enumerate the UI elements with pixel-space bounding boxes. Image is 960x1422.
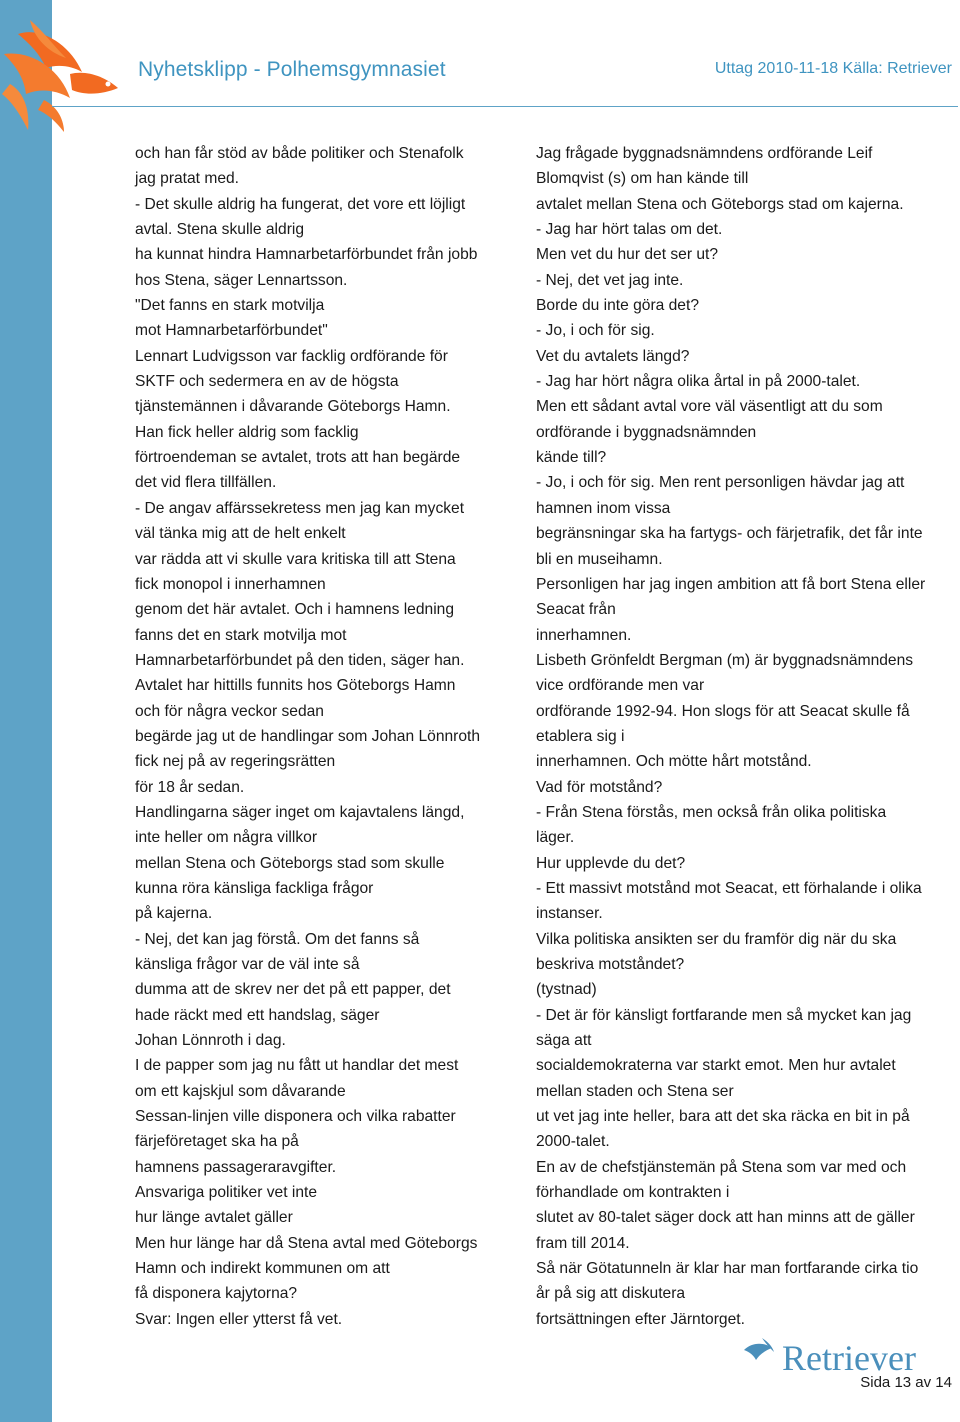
left-column-text-line: det vid flera tillfällen. (135, 474, 277, 492)
right-column-text-line: - Jag har hört talas om det. (536, 221, 723, 239)
left-column-text-line: begärde jag ut de handlingar som Johan Lönnroth (135, 727, 481, 745)
right-column-text-line: läger. (536, 829, 575, 847)
left-column-text-line: Handlingarna säger inget om kajavtalens längd, (135, 803, 465, 821)
right-column-text-line: förhandlade om kontrakten i (536, 1184, 730, 1202)
right-column-text-line: ut vet jag inte heller, bara att det ska räcka en bit in på (536, 1108, 910, 1126)
left-column-text-line: kunna röra känsliga fackliga frågor (135, 879, 374, 897)
left-column-text-line: på kajerna. (135, 905, 213, 923)
left-column-text-line: genom det här avtalet. Och i hamnens ledning (135, 601, 455, 619)
right-column-text-line: kände till? (536, 449, 607, 467)
left-column-text-line: Ansvariga politiker vet inte (135, 1184, 318, 1202)
retriever-logo-wordmark: Retriever (782, 1338, 916, 1378)
right-column-text-line: Men vet du hur det ser ut? (536, 246, 719, 264)
article-left-column (135, 141, 520, 1332)
right-column-text-line: Vad för motstånd? (536, 778, 663, 796)
left-column-text-line: - Det skulle aldrig ha fungerat, det vore ett löjligt (135, 195, 466, 213)
header-divider (52, 106, 958, 107)
right-column-text-line: - Jag har hört några olika årtal in på 2000-talet. (536, 373, 861, 391)
right-column-text-line: socialdemokraterna var starkt emot. Men hur avtalet (536, 1057, 896, 1075)
left-column-text-line: för 18 år sedan. (135, 778, 245, 796)
left-column-text-line: känsliga frågor var de väl inte så (135, 956, 360, 973)
left-column-text-line: Lennart Ludvigsson var facklig ordförande för (135, 347, 448, 365)
page-number: Sida 13 av 14 (860, 1374, 952, 1391)
left-column-text-line: I de papper som jag nu fått ut handlar det mest (135, 1057, 459, 1075)
left-column-text-line: dumma att de skrev ner det på ett papper, det (135, 981, 451, 999)
right-column-text-line: begränsningar ska ha fartygs- och färjetrafik, det får inte (536, 525, 923, 543)
right-column-text-line: Lisbeth Grönfeldt Bergman (m) är byggnadsnämndens (536, 651, 914, 669)
right-column-text-line: avtalet mellan Stena och Göteborgs stad om kajerna. (536, 195, 904, 213)
right-column-text-line: Vilka politiska ansikten ser du framför dig när du ska (536, 930, 897, 948)
left-column-text-line: - Nej, det kan jag förstå. Om det fanns så (135, 930, 420, 948)
left-column-text-line: Avtalet har hittills funnits hos Göteborgs Hamn (135, 677, 456, 695)
extraction-date-source: Uttag 2010-11-18 Källa: Retriever (714, 60, 952, 77)
left-column-text-line: avtal. Stena skulle aldrig (135, 221, 305, 239)
right-column-text-line: ordförande 1992-94. Hon slogs för att Seacat skulle få (536, 702, 910, 720)
left-column-text-line: om ett kajskjul som dåvarande (135, 1082, 346, 1100)
left-column-text-line: ha kunnat hindra Hamnarbetarförbundet från jobb (135, 246, 478, 264)
left-column-text-line: hos Stena, säger Lennartsson. (135, 271, 348, 289)
left-accent-band (0, 0, 52, 1422)
left-column-text-line: förtroendeman se avtalet, trots att han begärde (135, 449, 461, 467)
left-column-text-line: jag pratat med. (135, 170, 240, 188)
right-column-text-line: mellan staden och Stena ser (536, 1082, 734, 1100)
right-column-text-line: år på sig att diskutera (536, 1285, 686, 1303)
left-column-text-line: "Det fanns en stark motvilja (135, 297, 325, 315)
left-column-text-line: mellan Stena och Göteborgs stad som skulle (135, 854, 445, 872)
right-column-text-line: innerhamnen. (536, 626, 632, 644)
left-column-text-line: Hamn och indirekt kommunen om att (135, 1260, 390, 1278)
left-column-text-line: mot Hamnarbetarförbundet" (135, 322, 328, 340)
left-column-text-line: färjeföretaget ska ha på (135, 1133, 299, 1151)
right-column-text-line: etablera sig i (536, 727, 625, 745)
right-column-text-line: fram till 2014. (536, 1234, 630, 1252)
left-column-text-line: Sessan-linjen ville disponera och vilka rabatter (135, 1108, 456, 1126)
left-column-text-line: Han fick heller aldrig som facklig (135, 423, 359, 441)
right-column-text-line: Hur upplevde du det? (536, 854, 686, 872)
right-column-text-line: instanser. (536, 905, 603, 923)
left-column-text-line: få disponera kajytorna? (135, 1285, 298, 1303)
left-column-text-line: hamnens passageraravgifter. (135, 1158, 337, 1176)
right-column-text-line: - Från Stena förstås, men också från olika politiska (536, 803, 887, 821)
left-column-text-line: Men hur länge har då Stena avtal med Göteborgs (135, 1234, 478, 1252)
left-column-text-line: SKTF och sedermera en av de högsta (135, 373, 399, 391)
right-column-text-line: bli en museihamn. (536, 550, 663, 568)
right-column-text-line: Så när Götatunneln är klar har man fortfarande cirka tio (536, 1260, 919, 1278)
fish-logo-icon (0, 14, 130, 134)
newsclip-title: Nyhetsklipp - Polhemsgymnasiet (138, 58, 446, 81)
right-column-text-line: - Jo, i och för sig. Men rent personligen hävdar jag att (536, 474, 905, 492)
right-column-text-line: vice ordförande men var (536, 677, 705, 695)
right-column-text-line: Jag frågade byggnadsnämndens ordförande Leif (536, 145, 873, 162)
left-column-text-line: tjänstemännen i dåvarande Göteborgs Hamn. (135, 398, 451, 416)
right-column-text-line: Personligen har jag ingen ambition att få bort Stena eller (536, 575, 926, 593)
retriever-logo (742, 1332, 958, 1380)
left-column-text-line: Hamnarbetarförbundet på den tiden, säger han. (135, 651, 465, 669)
left-column-text-line: fick monopol i innerhamnen (135, 575, 326, 593)
right-column-text-line: fortsättningen efter Järntorget. (536, 1310, 745, 1328)
right-column-text-line: säga att (536, 1032, 592, 1050)
left-column-text-line: inte heller om några villkor (135, 829, 318, 847)
left-column-text-line: Johan Lönnroth i dag. (135, 1032, 286, 1050)
right-column-text-line: 2000-talet. (536, 1133, 610, 1151)
left-column-text-line: och för några veckor sedan (135, 702, 324, 720)
right-column-text-line: - Jo, i och för sig. (536, 322, 655, 340)
left-column-text-line: fanns det en stark motvilja mot (135, 626, 347, 644)
left-column-text-line: väl tänka mig att de helt enkelt (135, 525, 346, 543)
right-column-text-line: Vet du avtalets längd? (536, 347, 690, 365)
right-column-text-line: En av de chefstjänstemän på Stena som var med och (536, 1158, 907, 1176)
right-column-text-line: Seacat från (536, 601, 616, 619)
right-column-text-line: - Det är för känsligt fortfarande men så mycket kan jag (536, 1006, 912, 1024)
left-column-text-line: - De angav affärssekretess men jag kan mycket (135, 499, 465, 517)
right-column-text-line: - Nej, det vet jag inte. (536, 271, 684, 289)
left-column-text-line: var rädda att vi skulle vara kritiska till att Stena (135, 550, 456, 568)
right-column-text-line: hamnen inom vissa (536, 499, 671, 517)
right-column-text-line: innerhamnen. Och mötte hårt motstånd. (536, 753, 812, 771)
left-column-text-line: och han får stöd av både politiker och Stenafolk (135, 145, 464, 162)
left-column-text-line: fick nej på av regeringsrätten (135, 753, 336, 771)
right-column-text-line: beskriva motståndet? (536, 956, 685, 973)
left-column-text-line: hade räckt med ett handslag, säger (135, 1006, 380, 1024)
left-column-text-line: hur länge avtalet gäller (135, 1209, 293, 1227)
right-column-text-line: ordförande i byggnadsnämnden (536, 423, 757, 441)
right-column-text-line: Men ett sådant avtal vore väl väsentligt att du som (536, 398, 883, 416)
article-right-column (536, 141, 956, 1332)
right-column-text-line: (tystnad) (536, 981, 597, 999)
right-column-text-line: - Ett massivt motstånd mot Seacat, ett förhalande i olika (536, 879, 922, 897)
right-column-text-line: Borde du inte göra det? (536, 297, 699, 315)
left-column-text-line: Svar: Ingen eller ytterst få vet. (135, 1310, 343, 1328)
right-column-text-line: slutet av 80-talet säger dock att han minns att de gäller (536, 1209, 915, 1227)
right-column-text-line: Blomqvist (s) om han kände till (536, 170, 749, 188)
